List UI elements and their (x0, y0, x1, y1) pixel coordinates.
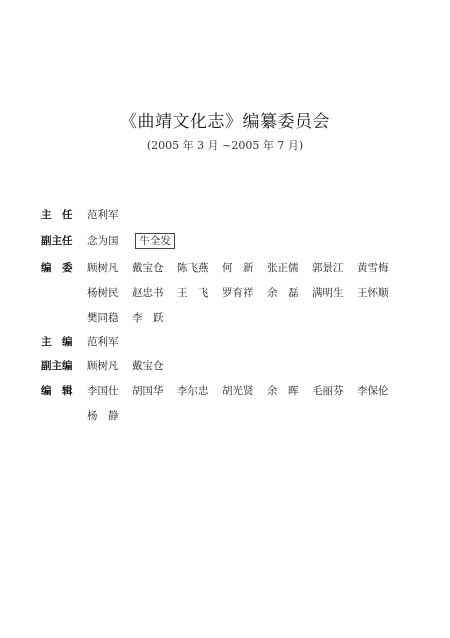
member-name: 李保伦 (357, 385, 389, 397)
names-line (87, 358, 407, 374)
member-name: 杨树民 (87, 287, 119, 299)
role-label: 主 任 (41, 209, 73, 221)
names-line (87, 310, 407, 326)
names-line (87, 334, 407, 350)
member-name: 郭景江 (312, 262, 344, 274)
member-name: 李尔忠 (177, 385, 209, 397)
member-name: 张正儒 (267, 262, 299, 274)
date-range: (2005 年 3 月 ~2005 年 7 月) (146, 139, 304, 152)
role-label: 编 辑 (41, 385, 73, 397)
role-label: 主 编 (41, 336, 73, 348)
member-name: 胡国华 (132, 385, 164, 397)
names-line (87, 233, 407, 249)
names-line (87, 383, 407, 399)
member-name: 李国仕 (87, 385, 119, 397)
member-name: 赵忠书 (132, 287, 164, 299)
member-name: 黄雪梅 (357, 262, 389, 274)
member-name: 罗育祥 (222, 287, 254, 299)
member-name: 陈飞燕 (177, 262, 209, 274)
role-label: 副主编 (41, 360, 73, 372)
names-line (87, 285, 407, 301)
member-name: 范利军 (87, 336, 119, 348)
member-name: 毛丽芬 (312, 385, 344, 397)
member-name: 杨 静 (87, 410, 119, 422)
member-name: 念为国 (87, 235, 119, 247)
names-line (87, 408, 407, 424)
member-name: 李 跃 (132, 312, 164, 324)
names-line (87, 260, 407, 276)
names-line (87, 207, 407, 223)
member-name: 余 晖 (267, 385, 299, 397)
member-name-boxed: 牛全发 (135, 233, 175, 249)
member-name: 顾树凡 (87, 262, 119, 274)
member-name: 戴宝仓 (132, 360, 164, 372)
role-label: 副主任 (41, 235, 73, 247)
member-name: 余 磊 (267, 287, 299, 299)
member-name: 王怀顺 (357, 287, 389, 299)
member-name: 王 飞 (177, 287, 209, 299)
member-name: 樊同稳 (87, 312, 119, 324)
member-name: 满明生 (312, 287, 344, 299)
document-title: 《曲靖文化志》编纂委员会 (120, 112, 330, 132)
member-name: 何 新 (222, 262, 254, 274)
member-name: 顾树凡 (87, 360, 119, 372)
role-label: 编 委 (41, 262, 73, 274)
member-name: 范利军 (87, 209, 119, 221)
member-name: 戴宝仓 (132, 262, 164, 274)
member-name: 胡光贤 (222, 385, 254, 397)
